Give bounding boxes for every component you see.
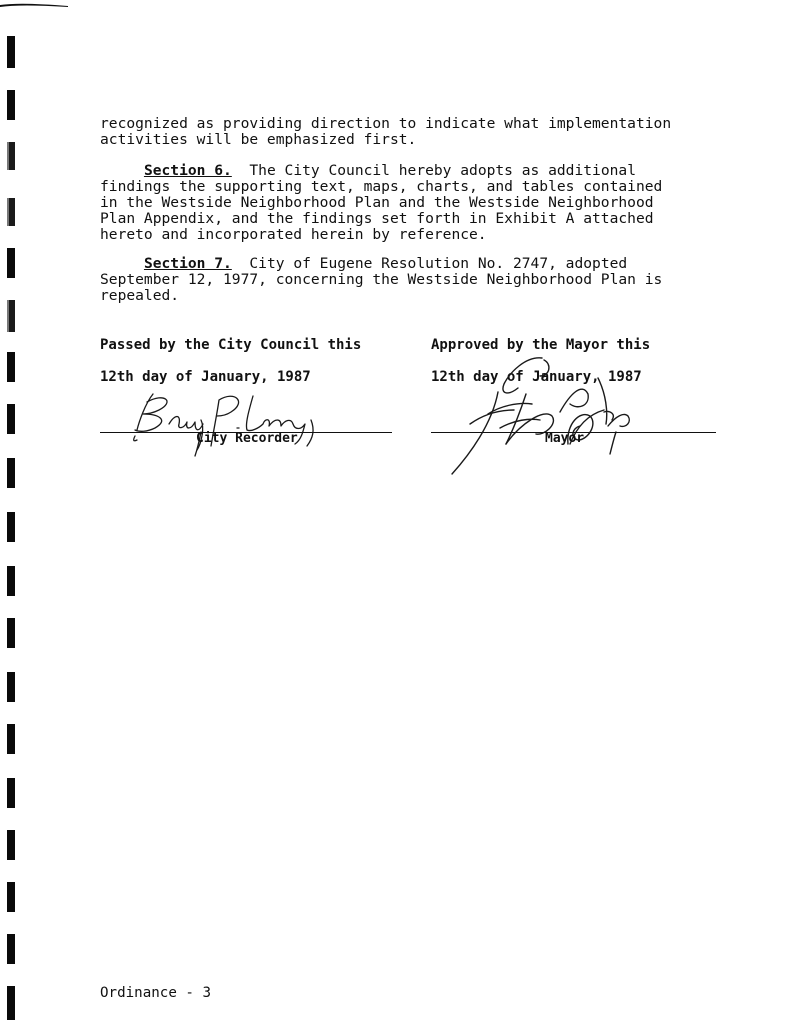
text-line: in the Westside Neighborhood Plan and the Westside Neighborhood [100, 194, 654, 211]
section-7-paragraph [100, 256, 726, 304]
binding-bar [7, 882, 15, 912]
binding-bar [7, 724, 15, 754]
section-6-paragraph [100, 163, 726, 243]
text-fragment: City of Eugene Resolution No. 2747, adopted [231, 255, 628, 272]
binding-bar [7, 934, 15, 964]
text-line: recognized as providing direction to indicate what implementation [100, 115, 672, 132]
binding-bar [7, 404, 15, 434]
mayor-caption: Mayor [545, 431, 585, 446]
binding-bar [7, 830, 15, 860]
text-line: Plan Appendix, and the findings set forth in Exhibit A attached [100, 210, 654, 227]
city-recorder-caption: City Recorder [196, 431, 298, 446]
binding-bar [7, 90, 15, 120]
section-7-heading: Section 7. [143, 255, 232, 272]
text-line: findings the supporting text, maps, charts, and tables contained [100, 178, 663, 195]
binding-bar [7, 36, 15, 68]
section-6-heading: Section 6. [143, 162, 232, 179]
text-line: hereto and incorporated herein by reference. [100, 226, 487, 243]
binding-bar [7, 986, 15, 1020]
binding-bar [7, 512, 15, 542]
binding-bar [7, 142, 15, 170]
mayor-approved-line: Approved by the Mayor this [431, 337, 651, 353]
binding-bar [7, 458, 15, 488]
council-date-line: 12th day of January, 1987 [100, 369, 311, 385]
binding-bar [7, 566, 15, 596]
binding-bar [7, 300, 15, 332]
council-passed-line: Passed by the City Council this [100, 337, 362, 353]
binding-bar [7, 618, 15, 648]
mayor-date-line: 12th day of January, 1987 [431, 369, 642, 385]
binding-bar [7, 352, 15, 382]
section-6-first-line [100, 163, 726, 179]
binding-bar [7, 672, 15, 702]
section-7-first-line [100, 256, 726, 272]
binding-bar [7, 248, 15, 278]
binding-bar [7, 778, 15, 808]
paragraph-continuation [100, 116, 726, 148]
mayor-signature [440, 354, 660, 478]
text-line: activities will be emphasized first. [100, 131, 417, 148]
text-line: September 12, 1977, concerning the Westside Neighborhood Plan is [100, 271, 663, 288]
text-fragment: The City Council hereby adopts as additional [231, 162, 636, 179]
scan-mark [0, 2, 68, 8]
text-line: repealed. [100, 287, 180, 304]
city-recorder-signature [125, 384, 345, 464]
binding-bar [7, 198, 15, 226]
page-footer: Ordinance - 3 [100, 985, 212, 1001]
